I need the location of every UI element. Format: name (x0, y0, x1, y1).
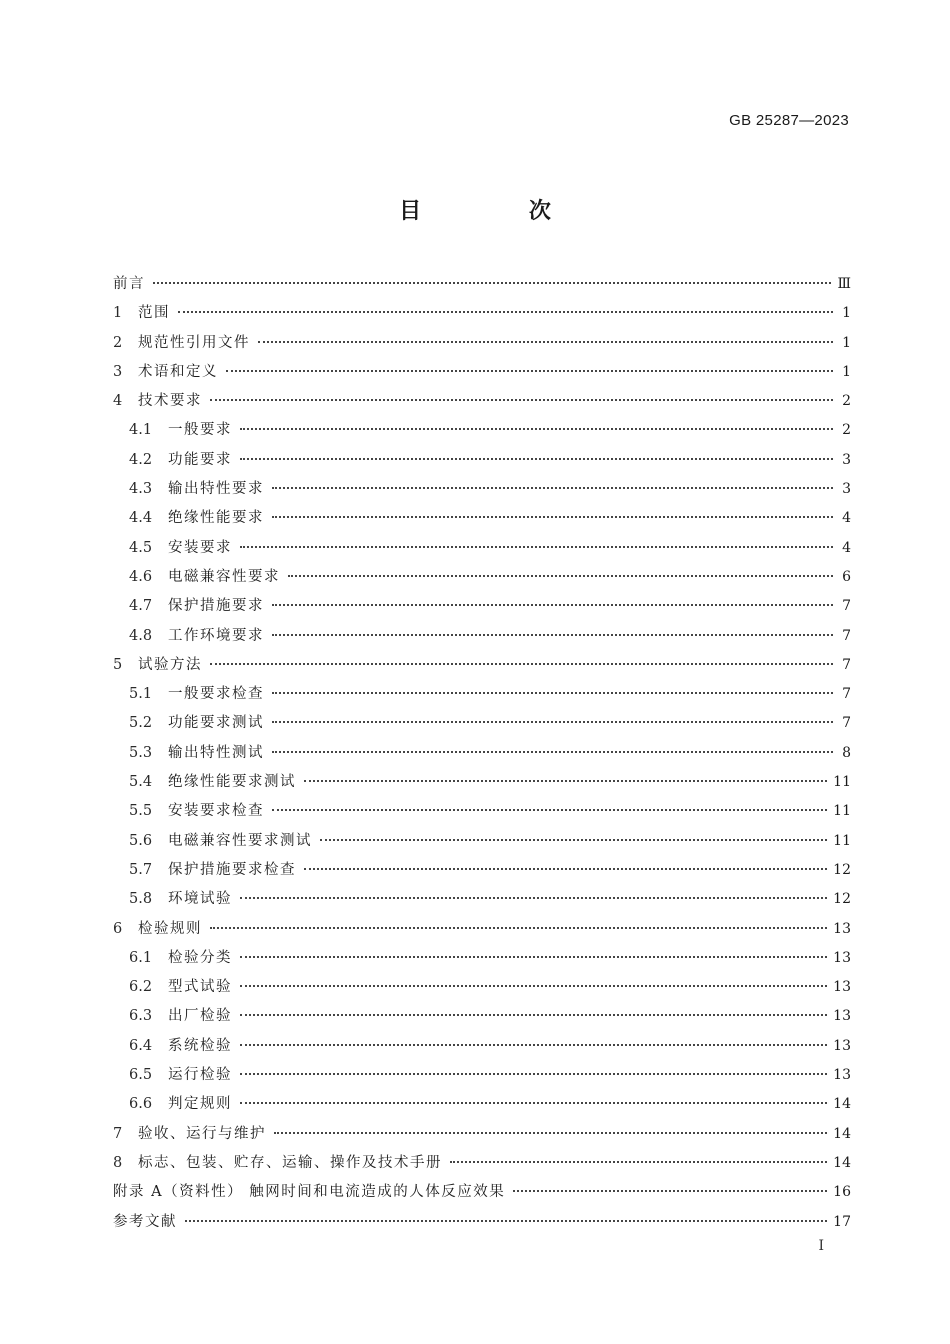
toc-leader-dots (226, 370, 833, 372)
toc-entry-number: 1 (113, 305, 123, 322)
toc-entry[interactable] (113, 563, 851, 592)
toc-entry[interactable] (113, 885, 851, 914)
toc-entry[interactable] (113, 504, 851, 533)
toc-entry[interactable] (113, 1149, 851, 1178)
toc-entry-page: 7 (842, 686, 851, 703)
toc-entry-page: 13 (833, 979, 851, 996)
toc-entry-number: 5.3 (129, 744, 153, 761)
toc-entry-number: 5 (113, 656, 123, 673)
toc-entry-title: 安装要求检查 (168, 803, 264, 820)
toc-leader-dots (210, 399, 833, 401)
toc-leader-dots (240, 428, 833, 430)
toc-entry-title: 输出特性要求 (168, 481, 264, 498)
toc-entry-number: 4.1 (129, 422, 153, 439)
toc-entry-title: 检验规则 (138, 920, 202, 937)
toc-entry[interactable] (113, 1090, 851, 1119)
toc-entry-page: 17 (833, 1213, 851, 1230)
toc-entry-number: 2 (113, 334, 123, 351)
toc-leader-dots (210, 663, 833, 665)
toc-entry-page: 13 (833, 1008, 851, 1025)
toc-leader-dots (240, 546, 833, 548)
toc-entry-title: 绝缘性能要求测试 (168, 774, 296, 791)
toc-entry-title: 运行检验 (168, 1067, 232, 1084)
toc-entry[interactable] (113, 622, 851, 651)
toc-entry-page: 1 (842, 363, 851, 380)
toc-entry[interactable] (113, 827, 851, 856)
toc-leader-dots (320, 839, 827, 841)
toc-entry-number: 4.4 (129, 510, 153, 527)
toc-entry[interactable] (113, 329, 851, 358)
toc-entry-page: Ⅲ (837, 276, 851, 292)
toc-entry-title: 附录 A（资料性） 触网时间和电流造成的人体反应效果 (113, 1184, 506, 1201)
toc-entry-page: 11 (833, 774, 851, 791)
toc-entry-number: 5.5 (129, 803, 153, 820)
toc-leader-dots (272, 634, 833, 636)
toc-entry-number: 6.1 (129, 949, 153, 966)
toc-entry-title: 前言 (113, 276, 145, 292)
toc-entry-title: 一般要求 (168, 422, 232, 439)
toc-leader-dots (240, 458, 833, 460)
toc-entry[interactable] (113, 534, 851, 563)
toc-leader-dots (272, 516, 833, 518)
toc-entry-title: 电磁兼容性要求测试 (168, 832, 312, 849)
toc-entry-page: 8 (842, 744, 851, 761)
toc-leader-dots (240, 897, 827, 899)
toc-leader-dots (304, 780, 827, 782)
toc-leader-dots (272, 809, 827, 811)
toc-entry-title: 术语和定义 (138, 363, 218, 380)
toc-entry-page: 11 (833, 803, 851, 820)
toc-entry-page: 1 (842, 334, 851, 351)
toc-entry[interactable] (113, 944, 851, 973)
toc-entry[interactable] (113, 1178, 851, 1207)
toc-entry[interactable] (113, 1061, 851, 1090)
toc-leader-dots (240, 985, 827, 987)
toc-leader-dots (258, 341, 833, 343)
toc-leader-dots (240, 1014, 827, 1016)
table-of-contents (113, 270, 851, 1237)
toc-entry-number: 5.8 (129, 891, 153, 908)
toc-entry[interactable] (113, 1002, 851, 1031)
toc-entry-title: 环境试验 (168, 891, 232, 908)
toc-entry-number: 6.6 (129, 1096, 153, 1113)
toc-entry-number: 5.7 (129, 861, 153, 878)
toc-leader-dots (153, 282, 831, 284)
toc-entry-page: 13 (833, 949, 851, 966)
toc-leader-dots (240, 1073, 827, 1075)
toc-entry-title: 保护措施要求 (168, 598, 264, 615)
toc-entry-page: 14 (833, 1096, 851, 1113)
toc-entry-title: 绝缘性能要求 (168, 510, 264, 527)
toc-entry-title: 范围 (138, 305, 170, 322)
toc-entry[interactable] (113, 856, 851, 885)
toc-leader-dots (240, 1044, 827, 1046)
toc-entry[interactable] (113, 475, 851, 504)
toc-entry-page: 14 (833, 1125, 851, 1142)
toc-entry-number: 4 (113, 393, 123, 410)
toc-leader-dots (272, 692, 833, 694)
toc-entry[interactable] (113, 416, 851, 445)
toc-entry[interactable] (113, 299, 851, 328)
toc-entry[interactable] (113, 592, 851, 621)
toc-leader-dots (272, 751, 833, 753)
toc-entry[interactable] (113, 387, 851, 416)
toc-entry-page: 11 (833, 832, 851, 849)
toc-entry-title: 输出特性测试 (168, 744, 264, 761)
toc-entry-page: 7 (842, 656, 851, 673)
toc-entry[interactable] (113, 680, 851, 709)
toc-entry[interactable] (113, 270, 851, 299)
toc-leader-dots (450, 1161, 827, 1163)
toc-leader-dots (272, 604, 833, 606)
toc-leader-dots (272, 721, 833, 723)
toc-entry-number: 6.2 (129, 979, 153, 996)
toc-entry-page: 2 (842, 393, 851, 410)
toc-entry-page: 3 (842, 481, 851, 498)
toc-entry-title: 型式试验 (168, 979, 232, 996)
toc-entry-page: 7 (842, 715, 851, 732)
toc-entry-number: 4.6 (129, 568, 153, 585)
toc-leader-dots (272, 487, 833, 489)
toc-entry-number: 6.3 (129, 1008, 153, 1025)
toc-entry-page: 2 (842, 422, 851, 439)
toc-leader-dots (304, 868, 827, 870)
toc-leader-dots (274, 1132, 827, 1134)
toc-entry-number: 5.2 (129, 715, 153, 732)
toc-entry-page: 12 (833, 861, 851, 878)
toc-entry-title: 判定规则 (168, 1096, 232, 1113)
toc-entry-page: 1 (842, 305, 851, 322)
toc-entry[interactable] (113, 797, 851, 826)
toc-entry-number: 5.1 (129, 686, 153, 703)
toc-entry-title: 安装要求 (168, 539, 232, 556)
toc-entry-title: 规范性引用文件 (138, 334, 250, 351)
toc-entry[interactable] (113, 1208, 851, 1237)
toc-entry[interactable] (113, 973, 851, 1002)
toc-entry-page: 16 (833, 1184, 851, 1201)
toc-entry-title: 标志、包装、贮存、运输、操作及技术手册 (138, 1154, 442, 1171)
toc-entry-page: 13 (833, 1037, 851, 1054)
toc-entry-number: 4.8 (129, 627, 153, 644)
toc-entry-number: 6 (113, 920, 123, 937)
toc-entry[interactable] (113, 915, 851, 944)
toc-entry-page: 14 (833, 1154, 851, 1171)
toc-entry-title: 检验分类 (168, 949, 232, 966)
toc-leader-dots (210, 927, 827, 929)
toc-entry-title: 出厂检验 (168, 1008, 232, 1025)
toc-leader-dots (513, 1190, 827, 1192)
toc-entry[interactable] (113, 1032, 851, 1061)
toc-entry-number: 6.5 (129, 1067, 153, 1084)
toc-entry-number: 5.4 (129, 774, 153, 791)
toc-entry-number: 6.4 (129, 1037, 153, 1054)
toc-entry-title: 系统检验 (168, 1037, 232, 1054)
toc-entry-title: 功能要求 (168, 451, 232, 468)
toc-entry-title: 功能要求测试 (168, 715, 264, 732)
toc-entry[interactable] (113, 358, 851, 387)
toc-entry-page: 4 (842, 539, 851, 556)
toc-entry-number: 3 (113, 363, 123, 380)
toc-entry-title: 验收、运行与维护 (138, 1125, 266, 1142)
toc-leader-dots (185, 1220, 827, 1222)
toc-leader-dots (288, 575, 833, 577)
toc-entry-number: 4.5 (129, 539, 153, 556)
toc-entry-number: 4.3 (129, 481, 153, 498)
toc-entry[interactable] (113, 709, 851, 738)
page-title: 目 次 (399, 199, 601, 224)
toc-entry-title: 技术要求 (138, 393, 202, 410)
toc-entry[interactable] (113, 446, 851, 475)
toc-leader-dots (178, 311, 833, 313)
toc-entry[interactable] (113, 1120, 851, 1149)
toc-entry-title: 工作环境要求 (168, 627, 264, 644)
toc-entry-page: 12 (833, 891, 851, 908)
toc-entry-page: 7 (842, 598, 851, 615)
toc-entry-page: 13 (833, 920, 851, 937)
toc-entry-number: 5.6 (129, 832, 153, 849)
standard-code: GB 25287—2023 (729, 112, 849, 129)
toc-entry-page: 7 (842, 627, 851, 644)
toc-entry-title: 试验方法 (138, 656, 202, 673)
toc-entry-page: 4 (842, 510, 851, 527)
toc-entry-number: 7 (113, 1125, 123, 1142)
toc-entry[interactable] (113, 768, 851, 797)
page-number: Ⅰ (818, 1238, 824, 1254)
toc-entry[interactable] (113, 739, 851, 768)
toc-entry-page: 13 (833, 1067, 851, 1084)
toc-entry-page: 6 (842, 568, 851, 585)
toc-leader-dots (240, 956, 827, 958)
toc-leader-dots (240, 1102, 827, 1104)
toc-entry-number: 4.2 (129, 451, 153, 468)
toc-entry[interactable] (113, 651, 851, 680)
toc-entry-title: 电磁兼容性要求 (168, 568, 280, 585)
toc-entry-number: 4.7 (129, 598, 153, 615)
toc-entry-title: 参考文献 (113, 1213, 177, 1230)
toc-entry-page: 3 (842, 451, 851, 468)
toc-entry-title: 保护措施要求检查 (168, 861, 296, 878)
toc-entry-title: 一般要求检查 (168, 686, 264, 703)
toc-entry-number: 8 (113, 1154, 123, 1171)
